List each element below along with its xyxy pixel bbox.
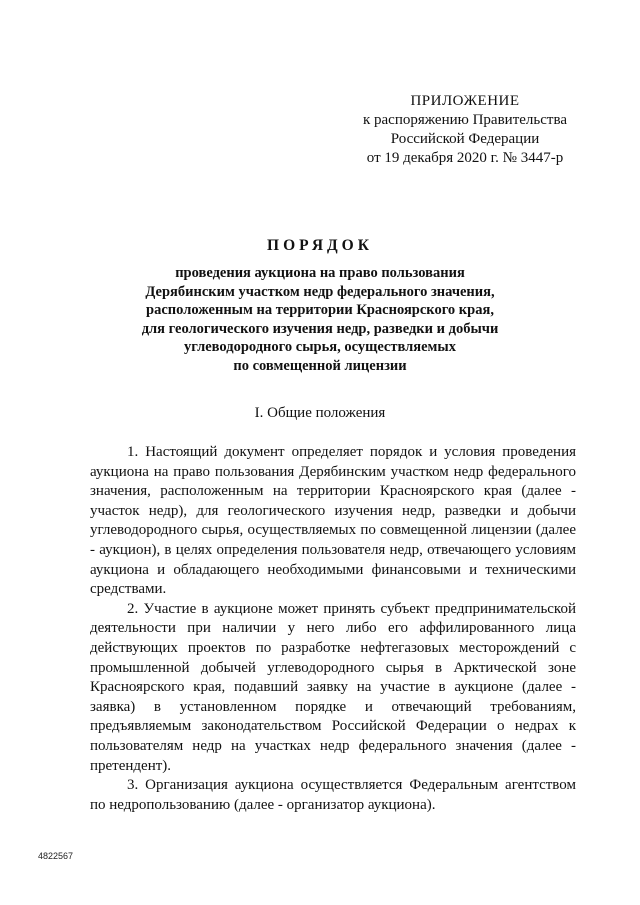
appendix-line: от 19 декабря 2020 г. № 3447-р: [366, 150, 564, 166]
footer-code: 4822567: [38, 851, 74, 861]
paragraph: 1. Настоящий документ определяет порядок и условия проведения аукциона на право пользования Дерябинским участком недр федерального значения, расположенным на территории Красноярского края (далее - участок недр), для геологического изучения недр, разведки и добычи углеводородного сырья, осуществляемых по совмещенной лицензии (далее - аукцион), в целях определения пользователя недр, отвечающего условиям аукциона и обладающего необходимыми финансовыми и техническими средствами.: [90, 444, 576, 598]
subtitle-line: углеводородного сырья, осуществляемых: [184, 339, 456, 355]
document-title: ПОРЯДОК: [267, 237, 373, 254]
body-text: [90, 443, 576, 815]
subtitle-line: для геологического изучения недр, разведки и добычи: [141, 320, 499, 337]
subtitle-line: расположенным на территории Красноярского края,: [146, 302, 494, 318]
appendix-title: ПРИЛОЖЕНИЕ: [410, 93, 520, 109]
document-subtitle: [90, 264, 550, 375]
appendix-block: [320, 92, 610, 168]
subtitle-line: Дерябинским участком недр федерального значения,: [145, 283, 495, 300]
paragraph: 3. Организация аукциона осуществляется Федеральным агентством по недропользованию (далее - организатор аукциона).: [90, 777, 576, 813]
subtitle-line: по совмещенной лицензии: [233, 357, 407, 374]
section-heading: I. Общие положения: [254, 405, 386, 421]
appendix-line: к распоряжению Правительства: [362, 112, 567, 128]
paragraph: 2. Участие в аукционе может принять субъект предпринимательской деятельности при наличии у него либо его аффилированного лица действующих проектов по разработке нефтегазовых месторождений с промышленной добычей углеводородного сырья в Арктической зоне Красноярского края, подавший заявку на участие в аукционе (далее - заявка) в установленном порядке и отвечающий требованиям, предъявляемым законодательством Российской Федерации о недрах к пользователям недр на участках недр федерального значения (далее - претендент).: [90, 600, 576, 774]
appendix-line: Российской Федерации: [390, 131, 540, 147]
subtitle-line: проведения аукциона на право пользования: [175, 265, 465, 281]
